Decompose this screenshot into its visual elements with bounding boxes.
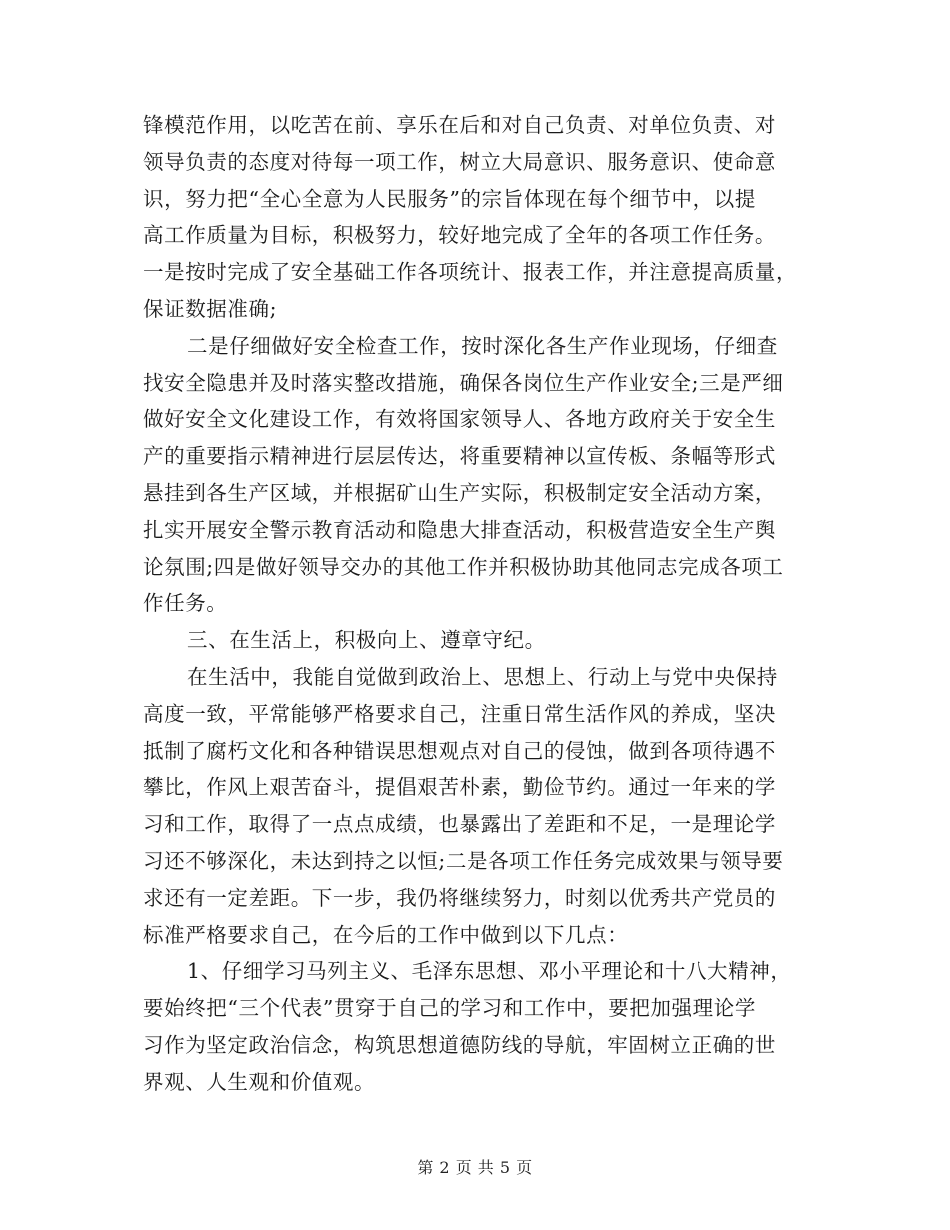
text-line: 论氛围;四是做好领导交办的其他工作并积极协助其他同志完成各项工 <box>143 554 784 579</box>
text-line: 作任务。 <box>143 591 228 616</box>
text-line: 求还有一定差距。下一步，我仍将继续努力，时刻以优秀共产党员的 <box>143 885 776 910</box>
text-line: 界观、人生观和价值观。 <box>143 1069 376 1094</box>
text-line: 攀比，作风上艰苦奋斗，提倡艰苦朴素，勤俭节约。通过一年来的学 <box>143 775 776 800</box>
text-line: 找安全隐患并及时落实整改措施，确保各岗位生产作业安全;三是严细 <box>143 370 784 395</box>
text-line: 一是按时完成了安全基础工作各项统计、报表工作，并注意提高质量， <box>143 260 798 285</box>
text-line: 高工作质量为目标，积极努力，较好地完成了全年的各项工作任务。 <box>143 223 776 248</box>
text-line: 锋模范作用，以吃苦在前、享乐在后和对自己负责、对单位负责、对 <box>143 113 776 137</box>
text-line: 保证数据准确; <box>143 296 278 321</box>
text-line: 高度一致，平常能够严格要求自己，注重日常生活作风的养成，坚决 <box>143 701 776 726</box>
text-line: 在生活中，我能自觉做到政治上、思想上、行动上与党中央保持 <box>187 664 778 689</box>
text-line: 产的重要指示精神进行层层传达，将重要精神以宣传板、条幅等形式 <box>143 444 776 469</box>
text-line: 要始终把“三个代表”贯穿于自己的学习和工作中，要把加强理论学 <box>143 996 756 1021</box>
text-line: 领导负责的态度对待每一项工作，树立大局意识、服务意识、使命意 <box>143 149 776 174</box>
text-line: 标准严格要求自己，在今后的工作中做到以下几点： <box>143 922 629 947</box>
text-line: 做好安全文化建设工作，有效将国家领导人、各地方政府关于安全生 <box>143 407 776 432</box>
page-number: 第 2 页 共 5 页 <box>417 1158 533 1177</box>
text-line: 习和工作，取得了一点点成绩，也暴露出了差距和不足，一是理论学 <box>143 812 776 837</box>
text-line: 习作为坚定政治信念，构筑思想道德防线的导航，牢固树立正确的世 <box>143 1032 776 1057</box>
text-line: 习还不够深化，未达到持之以恒;二是各项工作任务完成效果与领导要 <box>143 848 784 873</box>
text-line: 抵制了腐朽文化和各种错误思想观点对自己的侵蚀，做到各项待遇不 <box>143 738 776 763</box>
text-line: 识，努力把“全心全意为人民服务”的宗旨体现在每个细节中，以提 <box>143 186 756 211</box>
text-line: 二是仔细做好安全检查工作，按时深化各生产作业现场，仔细查 <box>187 333 778 358</box>
text-line: 1、仔细学习马列主义、毛泽东思想、邓小平理论和十八大精神， <box>187 959 792 984</box>
text-line: 扎实开展安全警示教育活动和隐患大排查活动，积极营造安全生产舆 <box>143 517 776 542</box>
body-text <box>143 107 808 1101</box>
text-line: 悬挂到各生产区域，并根据矿山生产实际，积极制定安全活动方案， <box>143 480 776 505</box>
text-line: 三、在生活上，积极向上、遵章守纪。 <box>187 628 546 653</box>
